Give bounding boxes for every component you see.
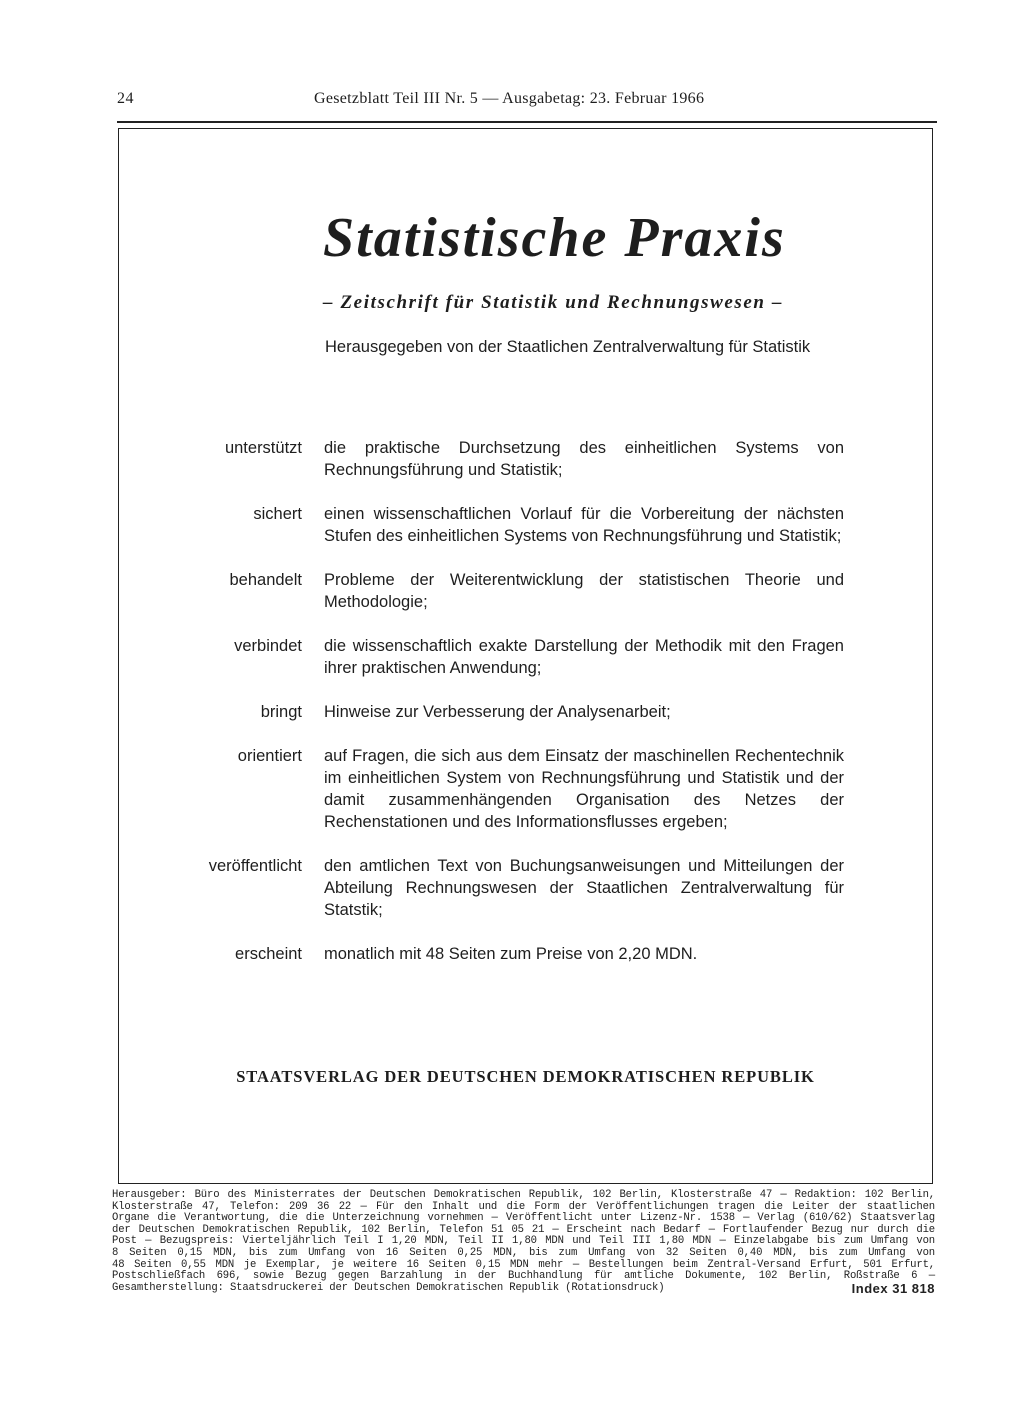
feature-description: die wissenschaftlich exakte Darstellung der Methodik mit den Fragen ihrer praktischen Anwendung; <box>324 637 844 677</box>
feature-description: auf Fragen, die sich aus dem Einsatz der maschinellen Rechentechnik im einheitlichen System von Rechnungsführung und Statistik und der damit zusammenhängenden Organisation des Netzes der Rechenstationen und des Informationsflusses ergeben; <box>324 747 844 831</box>
feature-row <box>150 855 850 921</box>
imprint-line: Postschließfach 696, sowie Bezug gegen Barzahlung in der Buchhandlung für amtliche Dokumente, 102 Berlin, Roßstraße 6 — <box>112 1270 935 1283</box>
imprint-line: Post — Bezugspreis: Vierteljährlich Teil I 1,20 MDN, Teil II 1,80 MDN und Teil III 1,80 MDN — Einzelabgabe bis zum Umfang von <box>112 1235 935 1248</box>
header-rule <box>117 121 937 123</box>
magazine-subtitle: – Zeitschrift für Statistik und Rechnungswesen – <box>323 292 784 313</box>
feature-verb: orientiert <box>237 747 302 765</box>
feature-verb: unterstützt <box>224 439 302 457</box>
feature-row <box>150 635 850 679</box>
page-number: 24 <box>117 90 134 107</box>
feature-row <box>150 943 850 965</box>
running-header: Gesetzblatt Teil III Nr. 5 — Ausgabetag: 23. Februar 1966 <box>314 90 705 107</box>
feature-row <box>150 503 850 547</box>
magazine-title: Statistische Praxis <box>323 207 786 269</box>
imprint-line: Klosterstraße 47, Telefon: 209 36 22 — Für den Inhalt und die Form der Veröffentlichungen tragen die Leiter der staatlichen <box>112 1200 935 1213</box>
publisher-note: Herausgegeben von der Staatlichen Zentralverwaltung für Statistik <box>325 338 811 356</box>
feature-verb: erscheint <box>235 945 302 963</box>
feature-verb: sichert <box>253 505 302 523</box>
imprint-last-line <box>112 1280 935 1296</box>
feature-row <box>150 569 850 613</box>
feature-verb: bringt <box>260 703 302 721</box>
feature-verb: verbindet <box>234 637 302 655</box>
feature-description: den amtlichen Text von Buchungsanweisungen und Mitteilungen der Abteilung Rechnungswesen der Staatlichen Zentralverwaltung für Statstik; <box>324 857 844 919</box>
feature-description: Hinweise zur Verbesserung der Analysenarbeit; <box>324 703 671 721</box>
feature-row <box>150 437 850 481</box>
imprint <box>112 1190 935 1294</box>
feature-description: monatlich mit 48 Seiten zum Preise von 2,20 MDN. <box>324 945 698 963</box>
imprint-printer: Gesamtherstellung: Staatsdruckerei der Deutschen Demokratischen Republik (Rotationsdruck) <box>112 1281 665 1294</box>
imprint-line: der Deutschen Demokratischen Republik, 102 Berlin, Telefon 51 05 21 — Erscheint nach Bedarf — Fortlaufender Bezug nur durch die <box>112 1223 935 1236</box>
index-number: Index 31 818 <box>851 1280 935 1296</box>
feature-description: Probleme der Weiterentwicklung der statistischen Theorie und Methodologie; <box>324 571 844 611</box>
imprint-line: Organe die Verantwortung, die die Unterzeichnung vornehmen — Veröffentlicht unter Lizenz-Nr. 1538 — Verlag (610/62) Staatsverlag <box>112 1212 935 1225</box>
imprint-line: 48 Seiten 0,55 MDN je Exemplar, je weitere 16 Seiten 0,15 MDN mehr — Bestellungen beim Zentral-Versand Erfurt, 501 Erfurt, <box>112 1258 935 1271</box>
feature-row <box>150 745 850 833</box>
feature-list <box>150 437 850 965</box>
publishing-house: STAATSVERLAG DER DEUTSCHEN DEMOKRATISCHEN REPUBLIK <box>236 1067 815 1086</box>
feature-description: die praktische Durchsetzung des einheitlichen Systems von Rechnungsführung und Statistik; <box>324 439 844 479</box>
imprint-line: Herausgeber: Büro des Ministerrates der Deutschen Demokratischen Republik, 102 Berlin, Klosterstraße 47 — Redaktion: 102 Berlin, <box>112 1189 935 1201</box>
feature-verb: veröffentlicht <box>208 857 302 875</box>
feature-description: einen wissenschaftlichen Vorlauf für die Vorbereitung der nächsten Stufen des einheitlichen Systems von Rechnungsführung und Statistik; <box>324 505 844 545</box>
imprint-line: 8 Seiten 0,15 MDN, bis zum Umfang von 16 Seiten 0,25 MDN, bis zum Umfang von 32 Seiten 0,40 MDN, bis zum Umfang von <box>112 1246 935 1259</box>
feature-verb: behandelt <box>229 571 302 589</box>
feature-row <box>150 701 850 723</box>
